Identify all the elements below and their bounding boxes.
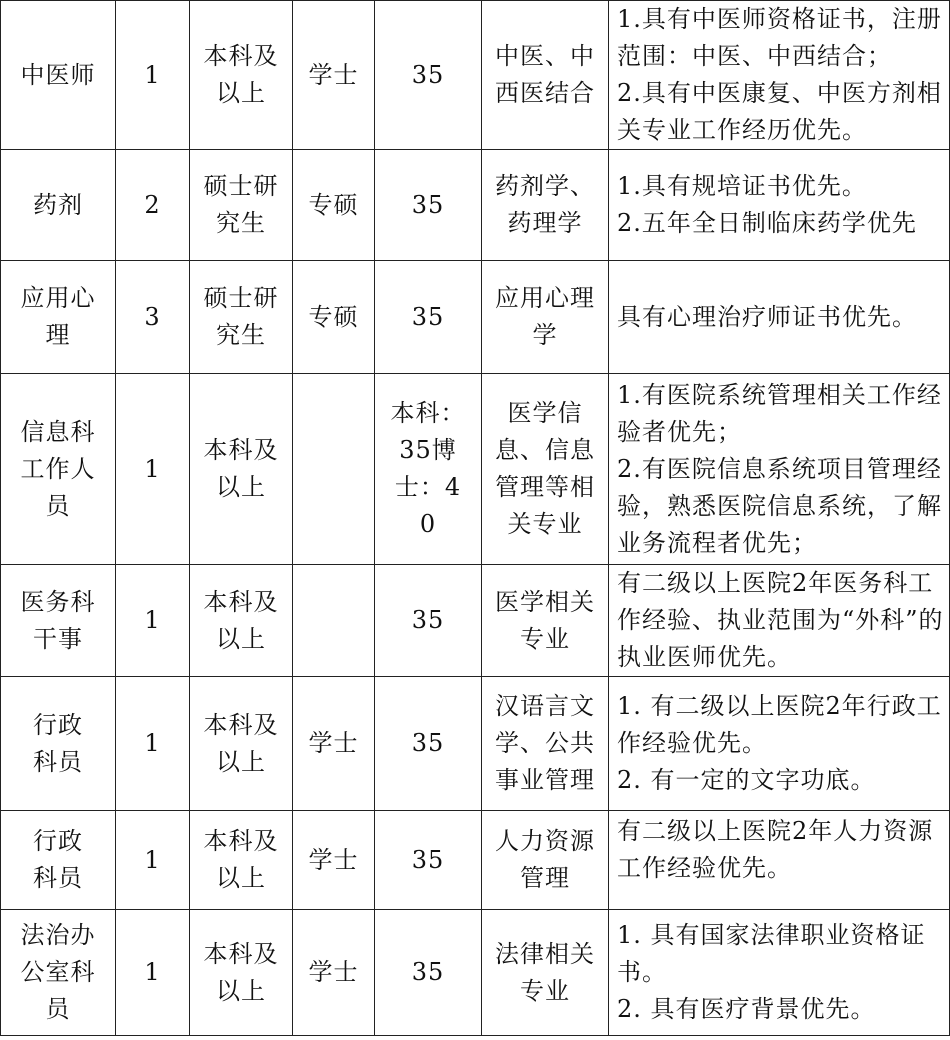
table-row — [1, 261, 950, 374]
position-cell: 行政科员 — [1, 811, 116, 910]
requirements-cell: 有二级以上医院2年人力资源工作经验优先。 — [609, 811, 950, 910]
requirements-cell: 1.有医院系统管理相关工作经验者优先； 2.有医院信息系统项目管理经验，熟悉医院信息系统，了解业务流程者优先； — [609, 374, 950, 565]
requirements-cell: 1.具有规培证书优先。 2.五年全日制临床药学优先 — [609, 150, 950, 261]
age-cell: 35 — [375, 150, 482, 261]
major-cell: 应用心理学 — [482, 261, 609, 374]
count-cell: 1 — [116, 677, 190, 811]
requirements-cell: 1. 有二级以上医院2年行政工作经验优先。 2. 有一定的文字功底。 — [609, 677, 950, 811]
education-cell: 硕士研究生 — [190, 261, 293, 374]
position-cell: 中医师 — [1, 1, 116, 150]
major-cell: 中医、中西医结合 — [482, 1, 609, 150]
major-cell: 法律相关专业 — [482, 910, 609, 1036]
age-cell: 35 — [375, 565, 482, 677]
table-row — [1, 565, 950, 677]
education-cell: 本科及以上 — [190, 1, 293, 150]
table-row — [1, 150, 950, 261]
education-cell: 本科及以上 — [190, 910, 293, 1036]
position-cell: 医务科干事 — [1, 565, 116, 677]
degree-cell: 学士 — [293, 677, 375, 811]
major-cell: 药剂学、药理学 — [482, 150, 609, 261]
count-cell: 1 — [116, 374, 190, 565]
requirements-cell: 1.具有中医师资格证书，注册范围：中医、中西结合； 2.具有中医康复、中医方剂相关专业工作经历优先。 — [609, 1, 950, 150]
count-cell: 1 — [116, 1, 190, 150]
degree-cell: 专硕 — [293, 150, 375, 261]
position-cell: 药剂 — [1, 150, 116, 261]
education-cell: 本科及以上 — [190, 677, 293, 811]
position-cell: 法治办公室科员 — [1, 910, 116, 1036]
position-cell: 行政科员 — [1, 677, 116, 811]
age-cell: 35 — [375, 1, 482, 150]
education-cell: 本科及以上 — [190, 374, 293, 565]
requirements-cell: 有二级以上医院2年医务科工作经验、执业范围为“外科”的执业医师优先。 — [609, 565, 950, 677]
degree-cell: 学士 — [293, 910, 375, 1036]
table-row — [1, 1, 950, 150]
requirements-cell: 具有心理治疗师证书优先。 — [609, 261, 950, 374]
age-cell: 35 — [375, 910, 482, 1036]
count-cell: 1 — [116, 910, 190, 1036]
table-row — [1, 374, 950, 565]
age-cell: 35 — [375, 677, 482, 811]
education-cell: 本科及以上 — [190, 811, 293, 910]
education-cell: 本科及以上 — [190, 565, 293, 677]
major-cell: 人力资源管理 — [482, 811, 609, 910]
count-cell: 2 — [116, 150, 190, 261]
requirements-cell: 1. 具有国家法律职业资格证书。 2. 具有医疗背景优先。 — [609, 910, 950, 1036]
age-cell: 35 — [375, 811, 482, 910]
count-cell: 1 — [116, 811, 190, 910]
position-cell: 信息科工作人员 — [1, 374, 116, 565]
degree-cell — [293, 374, 375, 565]
degree-cell — [293, 565, 375, 677]
degree-cell: 专硕 — [293, 261, 375, 374]
table-row — [1, 910, 950, 1036]
count-cell: 1 — [116, 565, 190, 677]
table-row — [1, 677, 950, 811]
education-cell: 硕士研究生 — [190, 150, 293, 261]
major-cell: 汉语言文学、公共事业管理 — [482, 677, 609, 811]
degree-cell: 学士 — [293, 1, 375, 150]
age-cell: 本科：35博士：40 — [375, 374, 482, 565]
position-cell: 应用心理 — [1, 261, 116, 374]
table-row — [1, 811, 950, 910]
degree-cell: 学士 — [293, 811, 375, 910]
count-cell: 3 — [116, 261, 190, 374]
major-cell: 医学相关专业 — [482, 565, 609, 677]
age-cell: 35 — [375, 261, 482, 374]
major-cell: 医学信息、信息管理等相关专业 — [482, 374, 609, 565]
